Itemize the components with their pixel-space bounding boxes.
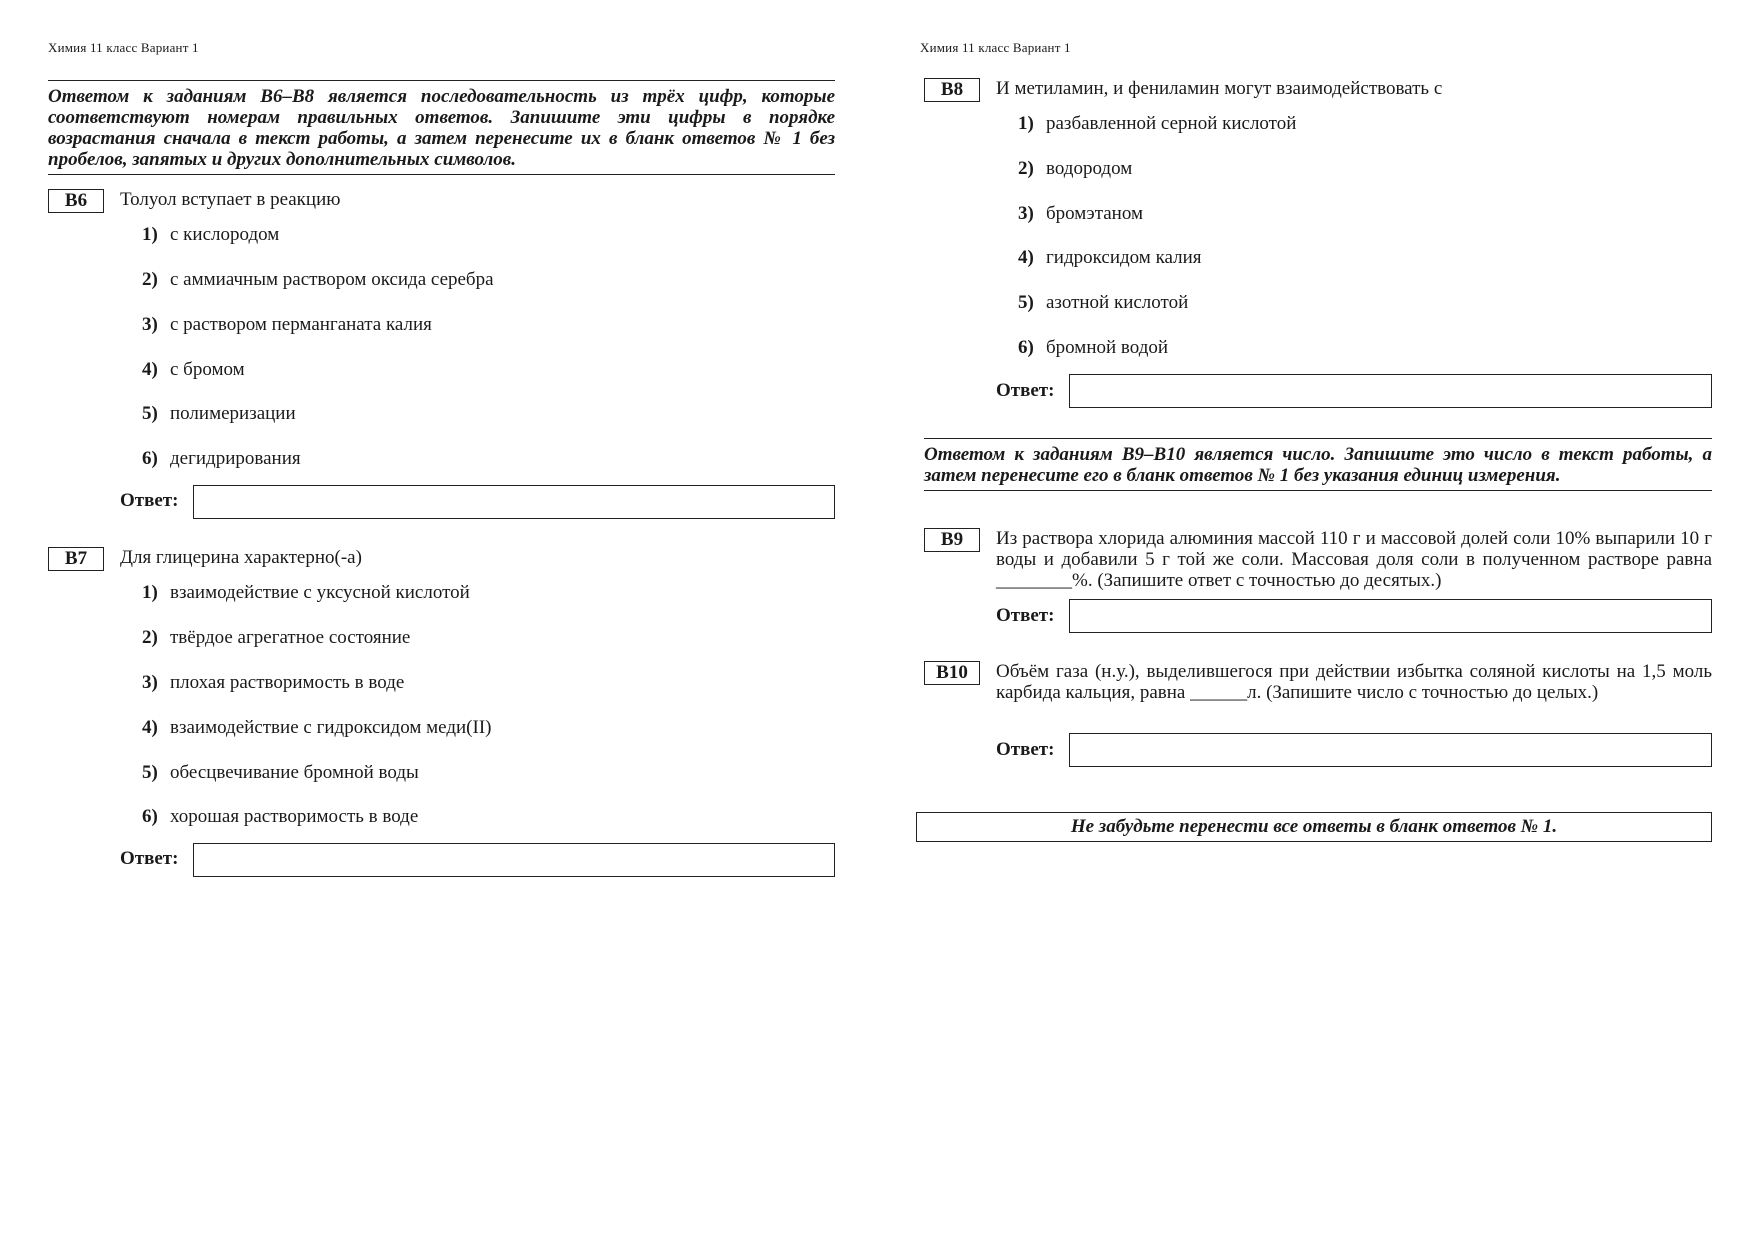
option-number: 6)	[1018, 337, 1034, 358]
option-number: 5)	[142, 403, 158, 424]
answer-label: Ответ:	[996, 380, 1055, 401]
option-text: с аммиачным раствором оксида серебра	[170, 269, 494, 290]
option-text: полимеризации	[170, 403, 296, 424]
task-code: В6	[48, 189, 104, 213]
option-4	[142, 717, 491, 739]
option-5	[142, 762, 419, 784]
option-2	[1018, 158, 1132, 180]
option-number: 4)	[142, 359, 158, 380]
option-number: 5)	[1018, 292, 1034, 313]
option-number: 5)	[142, 762, 158, 783]
option-number: 3)	[142, 314, 158, 335]
option-3	[142, 672, 404, 694]
option-text: с раствором перманганата калия	[170, 314, 432, 335]
option-number: 2)	[142, 269, 158, 290]
instruction-b9-b10: Ответом к заданиям В9–В10 является число. Запишите это число в текст работы, а затем перенесите его в бланк ответов № 1 без указания единиц измерения.	[924, 438, 1712, 491]
task-code: В8	[924, 78, 980, 102]
option-number: 1)	[142, 224, 158, 245]
option-1	[142, 582, 470, 604]
option-number: 4)	[1018, 247, 1034, 268]
option-3	[1018, 203, 1143, 225]
option-1	[142, 224, 279, 246]
option-number: 6)	[142, 448, 158, 469]
answer-label: Ответ:	[996, 605, 1055, 626]
option-text: хорошая растворимость в воде	[170, 806, 419, 827]
task-prompt: Толуол вступает в реакцию	[120, 189, 341, 210]
option-text: плохая растворимость в воде	[170, 672, 405, 693]
task-code: В7	[48, 547, 104, 571]
left-page	[48, 0, 835, 1239]
task-b6	[48, 189, 835, 511]
option-5	[1018, 292, 1188, 314]
option-text: бромэтаном	[1046, 203, 1144, 224]
task-code: В9	[924, 528, 980, 552]
right-page	[920, 0, 1712, 1239]
task-b8	[924, 78, 1712, 401]
running-head: Химия 11 класс Вариант 1	[920, 40, 1071, 55]
option-number: 2)	[1018, 158, 1034, 179]
option-text: гидроксидом калия	[1046, 247, 1202, 268]
option-text: водородом	[1046, 158, 1133, 179]
task-prompt: Из раствора хлорида алюминия массой 110 г и массовой долей соли 10% выпарили 10 г воды и добавили 5 г той же соли. Массовая доля соли в полученном растворе равна ________%. (Запишите ответ с точностью до десятых.)	[996, 528, 1712, 591]
instruction-b6-b8: Ответом к заданиям В6–В8 является последовательность из трёх цифр, которые соответствуют номерам правильных ответов. Запишите эти цифры в порядке возрастания сначала в текст работы, а затем перенесите их в бланк ответов № 1 без пробелов, запятых и других дополнительных символов.	[48, 80, 835, 175]
option-text: азотной кислотой	[1046, 292, 1189, 313]
answer-input-b10[interactable]	[1069, 733, 1712, 767]
answer-input-b6[interactable]	[193, 485, 835, 519]
option-4	[1018, 247, 1202, 269]
answer-label: Ответ:	[996, 739, 1055, 760]
option-text: взаимодействие с гидроксидом меди(II)	[170, 717, 492, 738]
option-6	[142, 806, 418, 828]
option-2	[142, 627, 410, 649]
running-head: Химия 11 класс Вариант 1	[48, 40, 199, 55]
option-number: 1)	[142, 582, 158, 603]
option-6	[1018, 337, 1168, 359]
option-3	[142, 314, 432, 336]
answer-input-b7[interactable]	[193, 843, 835, 877]
option-text: с кислородом	[170, 224, 280, 245]
option-text: твёрдое агрегатное состояние	[170, 627, 411, 648]
option-text: бромной водой	[1046, 337, 1169, 358]
answer-input-b8[interactable]	[1069, 374, 1712, 408]
task-prompt: Объём газа (н.у.), выделившегося при действии избытка соляной кислоты на 1,5 моль карбида кальция, равна ______л. (Запишите число с точностью до целых.)	[996, 661, 1712, 703]
task-prompt: Для глицерина характерно(-а)	[120, 547, 362, 568]
option-number: 3)	[142, 672, 158, 693]
answer-label: Ответ:	[120, 490, 179, 511]
option-number: 3)	[1018, 203, 1034, 224]
option-text: взаимодействие с уксусной кислотой	[170, 582, 470, 603]
option-number: 6)	[142, 806, 158, 827]
option-5	[142, 403, 296, 425]
option-text: разбавленной серной кислотой	[1046, 113, 1297, 134]
option-2	[142, 269, 494, 291]
option-number: 4)	[142, 717, 158, 738]
option-text: обесцвечивание бромной воды	[170, 762, 419, 783]
task-prompt: И метиламин, и фениламин могут взаимодействовать с	[996, 78, 1443, 99]
option-4	[142, 359, 245, 381]
answer-label: Ответ:	[120, 848, 179, 869]
task-b7	[48, 547, 835, 869]
task-code: В10	[924, 661, 980, 685]
option-number: 1)	[1018, 113, 1034, 134]
answer-input-b9[interactable]	[1069, 599, 1712, 633]
option-number: 2)	[142, 627, 158, 648]
option-1	[1018, 113, 1296, 135]
option-text: с бромом	[170, 359, 245, 380]
option-text: дегидрирования	[170, 448, 301, 469]
reminder-note: Не забудьте перенести все ответы в бланк ответов № 1.	[916, 812, 1712, 842]
option-6	[142, 448, 301, 470]
